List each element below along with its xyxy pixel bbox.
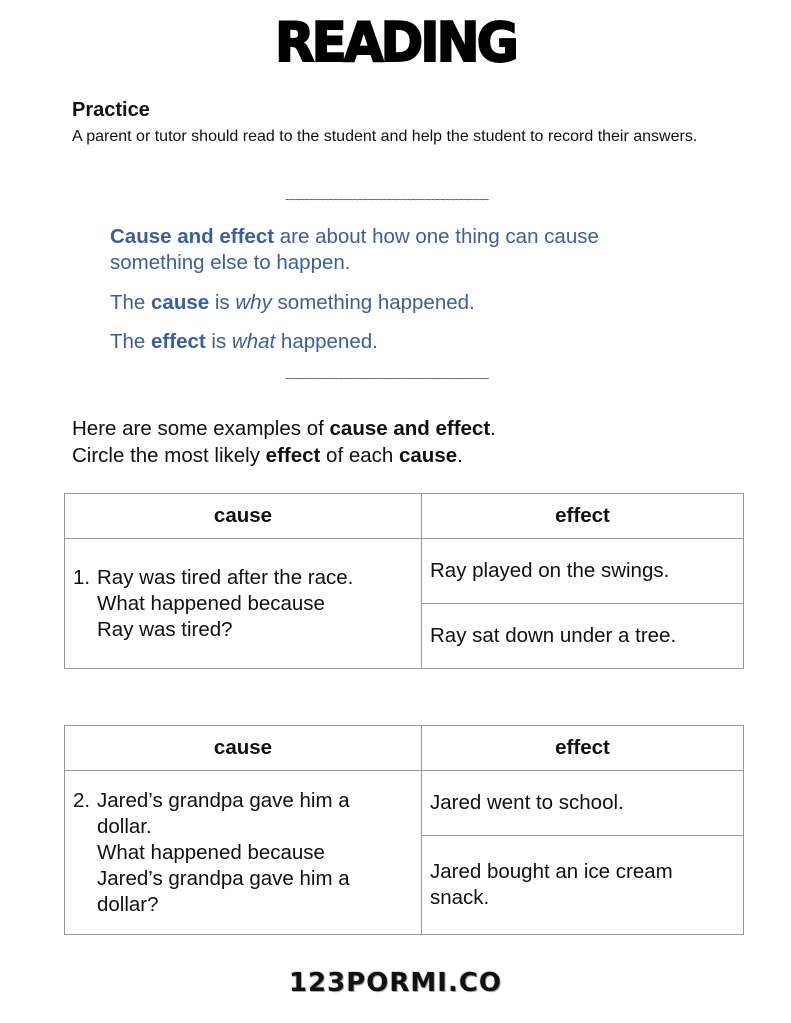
- text: of each: [320, 444, 399, 467]
- bold-text: effect: [265, 444, 321, 467]
- text: is: [205, 330, 232, 353]
- text: The: [110, 291, 152, 314]
- examples-line-2: [72, 442, 496, 469]
- text: Here are some examples of: [72, 417, 330, 440]
- cause-line: Ray was tired after the race.: [97, 565, 354, 589]
- practice-heading: Practice: [72, 99, 150, 121]
- effect-option-2[interactable]: Ray sat down under a tree.: [422, 604, 744, 669]
- divider-top: ~~~~~~~~~~~~~~~~~~~~~~~~~~~~~~~~~~~~~~~~~~: [285, 198, 489, 204]
- practice-instructions: A parent or tutor should read to the student and help the student to record their answers.: [72, 128, 698, 145]
- cause-text: [97, 565, 353, 643]
- divider-bottom: ~~~~~~~~~~~~~~~~~~~~~~~~~~~~~~~~~~~~~~~~~~: [285, 377, 489, 383]
- item-number: 2.: [73, 788, 91, 812]
- definition-effect: [110, 329, 690, 355]
- effect-option-2[interactable]: Jared bought an ice cream snack.: [422, 836, 744, 935]
- text: .: [457, 444, 463, 467]
- table-row: [65, 539, 744, 604]
- cause-line: Jared’s grandpa gave him a: [97, 788, 350, 812]
- cause-line: Ray was tired?: [97, 617, 233, 641]
- header-effect: effect: [422, 494, 744, 539]
- cause-line: dollar?: [97, 892, 159, 916]
- table-header-row: [65, 494, 744, 539]
- site-logo: 123PORMI.CO: [288, 968, 503, 998]
- header-cause: cause: [65, 726, 422, 771]
- term-effect: effect: [151, 330, 206, 353]
- cause-cell: [65, 771, 422, 935]
- text: something happened.: [271, 291, 475, 314]
- text: The: [110, 330, 152, 353]
- text: Circle the most likely: [72, 444, 266, 467]
- text: is: [209, 291, 236, 314]
- bold-text: cause: [399, 444, 458, 467]
- emphasis-what: what: [231, 330, 276, 353]
- cause-item: [73, 788, 413, 918]
- effect-option-1[interactable]: Ray played on the swings.: [422, 539, 744, 604]
- definition-term: Cause and effect: [110, 225, 275, 248]
- cause-item: [73, 565, 413, 643]
- emphasis-why: why: [235, 291, 272, 314]
- item-number: 1.: [73, 565, 91, 589]
- definition-cause: [110, 290, 690, 316]
- cause-effect-table-2: [64, 725, 744, 935]
- definition-cause-and-effect: [110, 224, 690, 276]
- table-row: [65, 771, 744, 836]
- effect-option-1[interactable]: Jared went to school.: [422, 771, 744, 836]
- text: .: [490, 417, 496, 440]
- cause-line: What happened because: [97, 591, 325, 615]
- header-cause: cause: [65, 494, 422, 539]
- header-effect: effect: [422, 726, 744, 771]
- cause-line: Jared’s grandpa gave him a: [97, 866, 350, 890]
- definition-text: are about how one thing can cause something else to happen.: [110, 225, 599, 274]
- cause-effect-table-1: [64, 493, 744, 669]
- cause-line: What happened because: [97, 840, 325, 864]
- text: happened.: [275, 330, 378, 353]
- bold-text: cause and effect: [329, 417, 491, 440]
- examples-instructions: [72, 415, 496, 469]
- examples-line-1: [72, 415, 496, 442]
- cause-line: dollar.: [97, 814, 152, 838]
- cause-text: [97, 788, 350, 918]
- cause-cell: [65, 539, 422, 669]
- term-cause: cause: [151, 291, 210, 314]
- table-header-row: [65, 726, 744, 771]
- page-title: READING: [274, 11, 517, 74]
